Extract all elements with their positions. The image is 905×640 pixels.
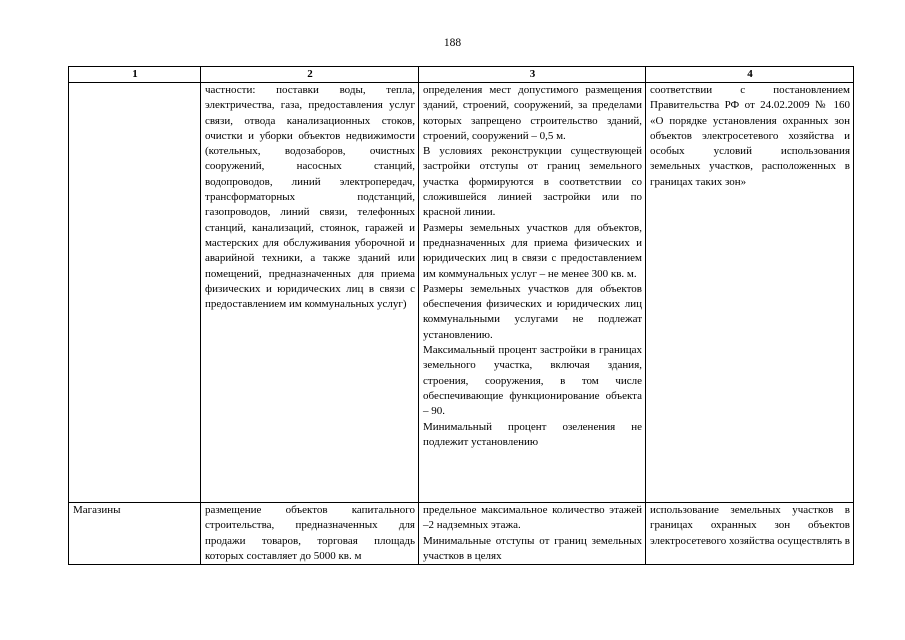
page-number: 188 <box>443 37 462 49</box>
row2-param-1: предельное максимальное количество этажей –2 надземных этажа. <box>423 504 642 532</box>
row2-use-name: Магазины <box>73 504 121 516</box>
row1-param-6: Минимальный процент озеленения не подлежит установлению <box>423 420 642 448</box>
row1-param-5: Максимальный процент застройки в границах земельного участка, включая здания, строения, сооружения, в том числе обеспечивающие функционирование объекта – 90. <box>423 344 642 418</box>
row2-col4-cell <box>646 503 854 565</box>
table-row <box>69 503 854 565</box>
row2-description: размещение объектов капитального строительства, предназначенных для продажи товаров, торговая площадь которых составляет до 5000 кв. м <box>205 504 415 562</box>
row2-col2-cell <box>201 503 419 565</box>
column-header-3: 3 <box>419 67 646 83</box>
row1-col4-cell <box>646 83 854 503</box>
row1-param-2: В условиях реконструкции существующей застройки отступы от границ земельного участка формируются в соответствии со сложившейся линией застройки или по красной линии. <box>423 145 642 219</box>
row2-restriction: использование земельных участков в границах охранных зон объектов электросетевого хозяйства осуществлять в <box>650 504 850 547</box>
row1-restriction: соответствии с постановлением Правительства РФ от 24.02.2009 № 160 «О порядке установления охранных зон объектов электросетевого хозяйства и особых условий использования земельных участков, расположенных в границах таких зон» <box>650 84 850 188</box>
row2-col3-cell <box>419 503 646 565</box>
row2-param-2: Минимальные отступы от границ земельных участков в целях <box>423 534 642 562</box>
row2-col1-cell <box>69 503 201 565</box>
row1-col3-cell <box>419 83 646 503</box>
row1-description: частности: поставки воды, тепла, электричества, газа, предоставления услуг связи, отвода канализационных стоков, очистки и уборки объектов недвижимости (котельных, водозаборов, очистных сооружений, насосных станций, водопроводов, линий электропередач, трансформаторных подстанций, газопроводов, линий связи, телефонных станций, канализаций, стоянок, гаражей и мастерских для обслуживания уборочной и аварийной техники, а также зданий или помещений, предназначенных для приема физических и юридических лиц в связи с предоставлением им коммунальных услуг) <box>205 84 415 311</box>
row1-col2-cell <box>201 83 419 503</box>
zoning-table <box>68 66 854 565</box>
column-header-1: 1 <box>69 67 201 83</box>
row1-param-4: Размеры земельных участков для объектов обеспечения физических и юридических лиц коммунальными услугами не подлежат установлению. <box>423 282 642 341</box>
column-header-2: 2 <box>201 67 419 83</box>
row1-col1-cell <box>69 83 201 503</box>
column-header-4: 4 <box>646 67 854 83</box>
row1-param-1: определения мест допустимого размещения зданий, строений, сооружений, за пределами которых запрещено строительство зданий, строений, сооружений – 0,5 м. <box>423 84 642 142</box>
row1-param-3: Размеры земельных участков для объектов, предназначенных для приема физических и юридических лиц в связи с предоставлением им коммунальных услуг – не менее 300 кв. м. <box>423 221 642 280</box>
table-header-row <box>69 67 854 83</box>
table-row <box>69 83 854 503</box>
